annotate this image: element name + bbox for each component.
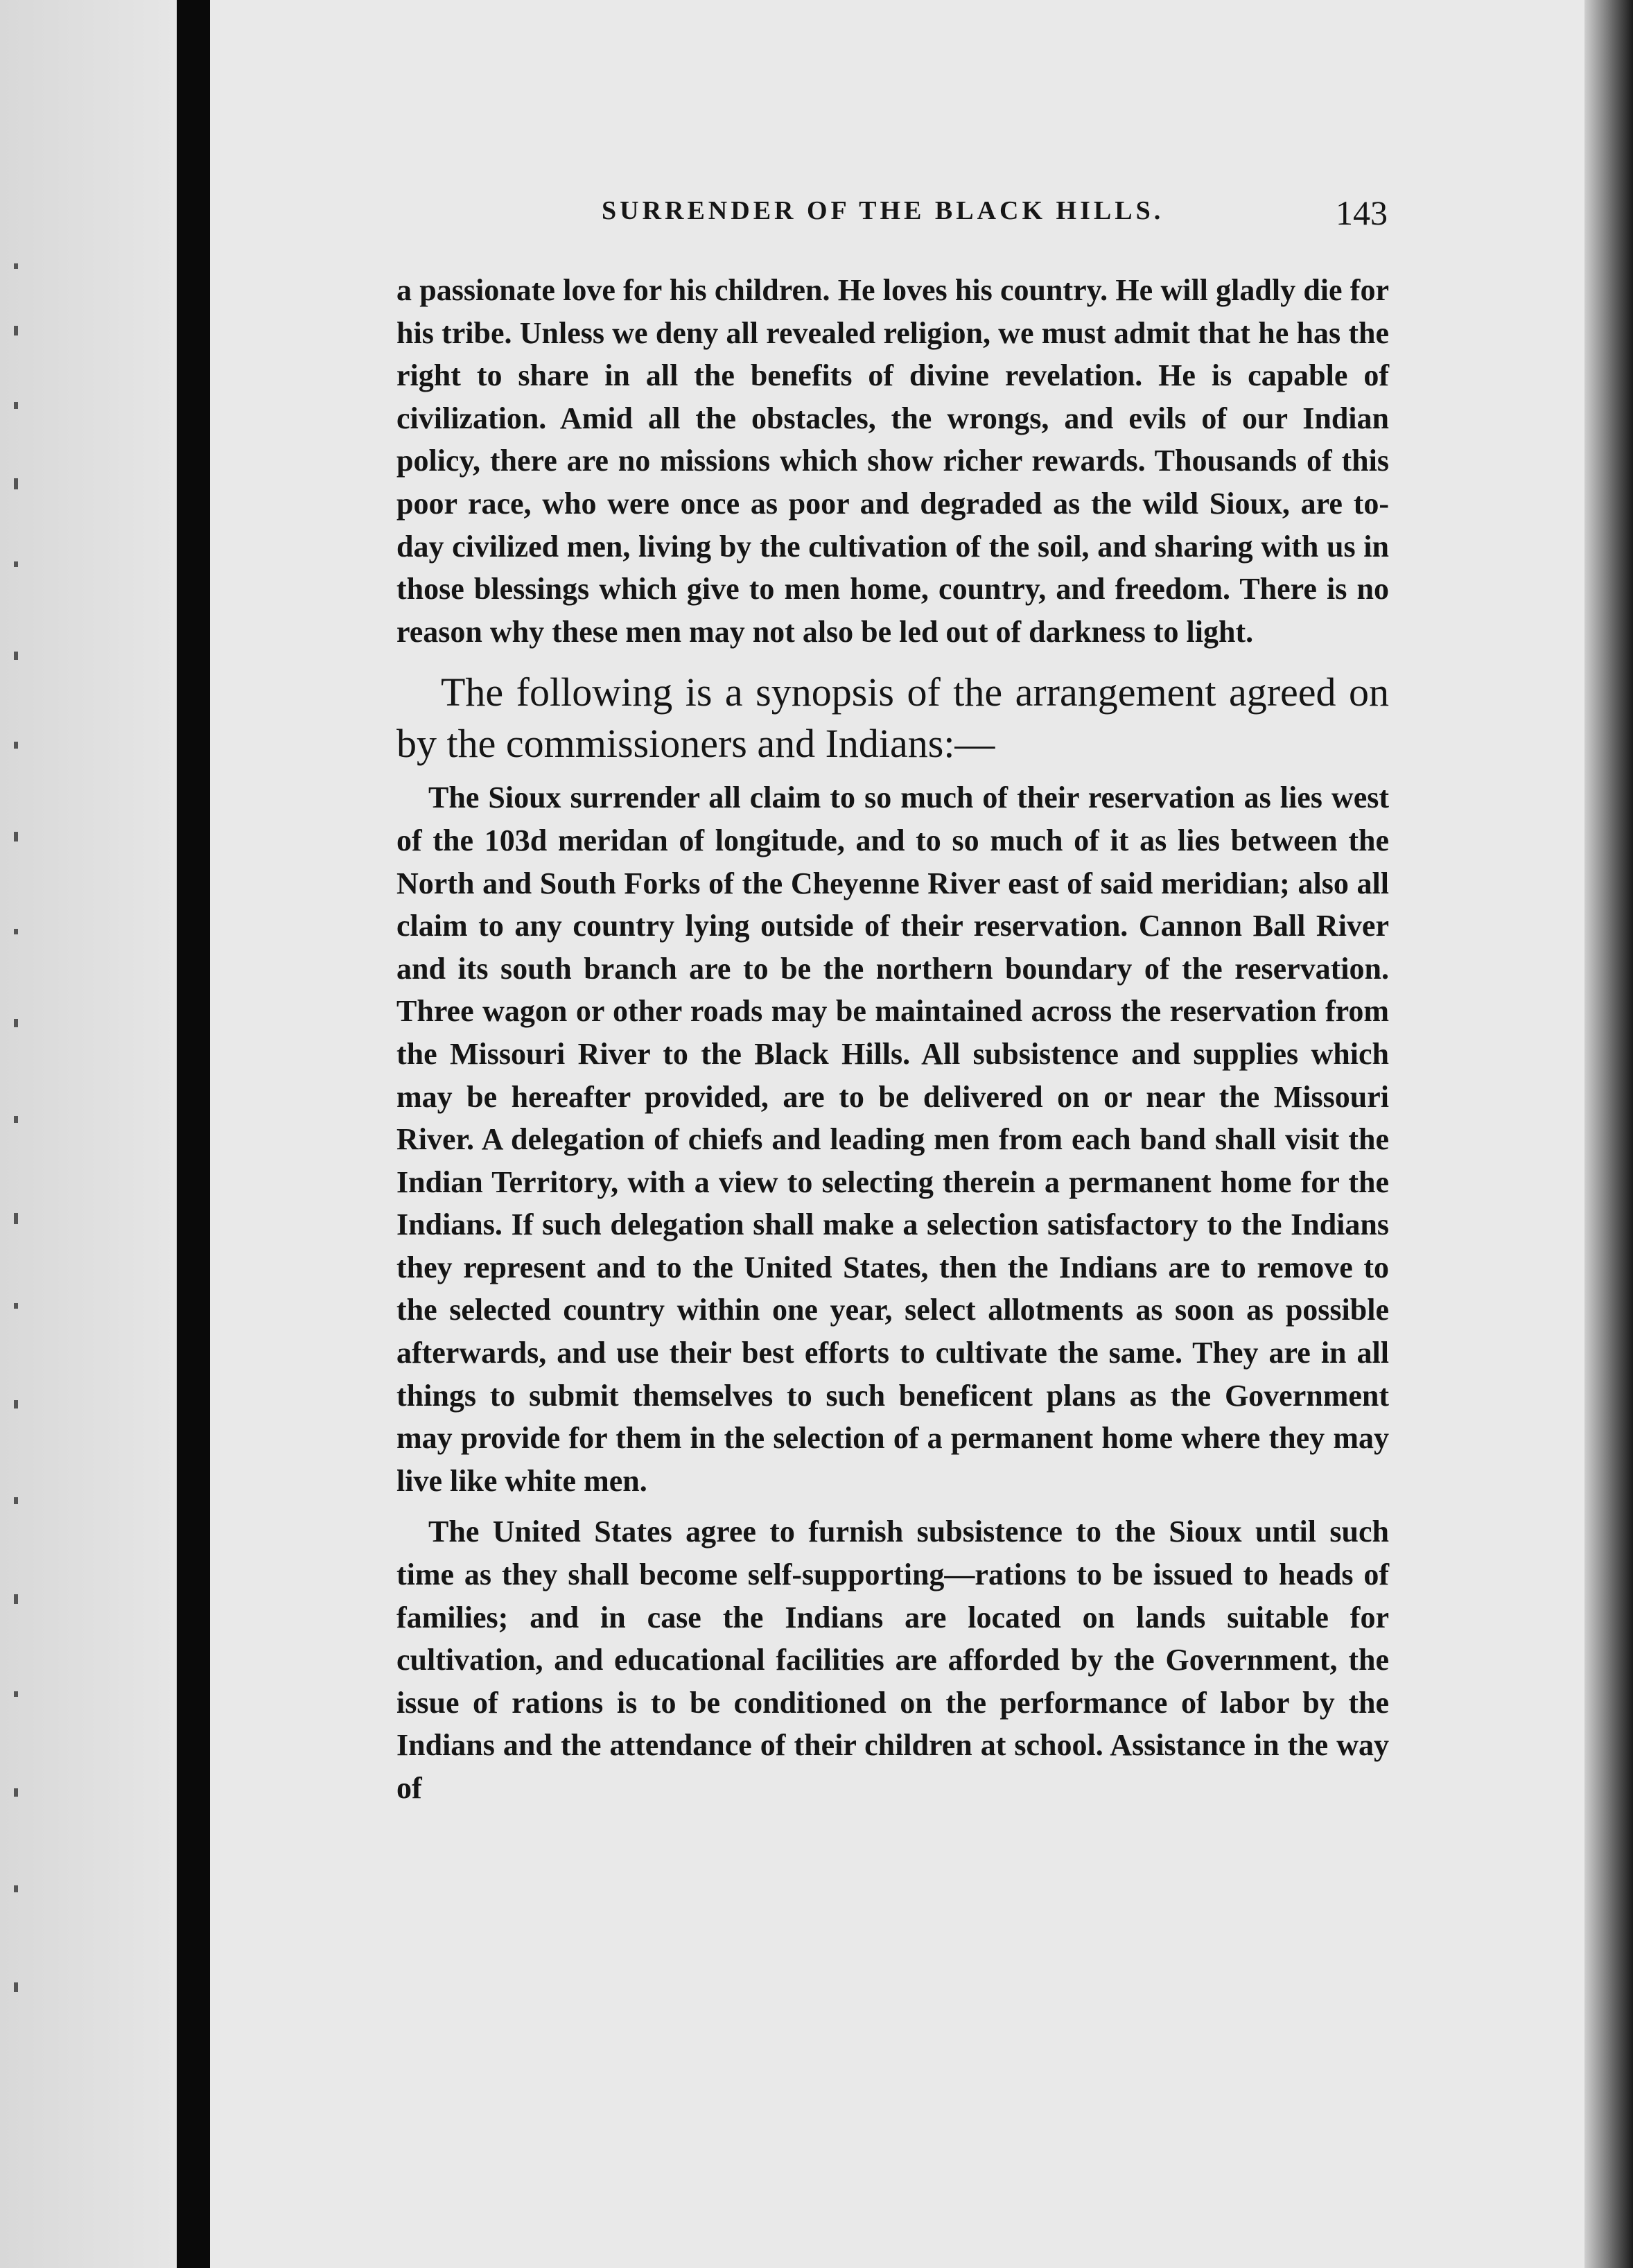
paragraph-sioux-surrender: The Sioux surrender all claim to so much of their reservation as lies west of the 103d meridan of longitude, and to so much of it as lies between the North and South Forks of the Cheyenne River east of said meridian; also all claim to any country lying outside of their reservation. Cannon Ball River and its south branch are to be the northern boundary of the reservation. Three wagon or other roads may be maintained across the reservation from the Missouri River to the Black Hills. All subsistence and supplies which may be hereafter provided, are to be delivered on or near the Missouri River. A delegation of chiefs and leading men from each band shall visit the Indian Territory, with a view to selecting therein a permanent home for the Indians. If such delegation shall make a selection satisfactory to the Indians they represent and to the United States, then the Indians are to remove to the selected country within one year, select allotments as soon as possible afterwards, and use their best efforts to cultivate the same. They are in all things to submit themselves to such beneficent plans as the Government may provide for them in the selection of a permanent home where they may live like white men. (396, 780, 1389, 1498)
section-intro-heading: The following is a synopsis of the arrangement agreed on by the commissioners and Indians:— (396, 670, 1389, 767)
scan-right-edge (1584, 0, 1633, 2268)
book-gutter (177, 0, 210, 2268)
facing-page-margin (0, 0, 177, 2268)
paragraph-united-states-agree: The United States agree to furnish subsistence to the Sioux until such time as they shall become self-supporting—rations to be issued to heads of families; and in case the Indians are located on lands suitable for cultivation, and educational facilities are afforded by the Government, the issue of rations is to be conditioned on the performance of labor by the Indians and the attendance of their children at school. Assistance in the way of (396, 1515, 1389, 1805)
page-number: 143 (1336, 193, 1388, 232)
body-text (396, 269, 1389, 1810)
paragraph-continuation: a passionate love for his children. He loves his country. He will gladly die for his tribe. Unless we deny all revealed religion, we must admit that he has the right to share in all the benefits of divine revelation. He is capable of civilization. Amid all the obstacles, the wrongs, and evils of our Indian policy, there are no missions which show richer rewards. Thousands of this poor race, who were once as poor and degraded as the wild Sioux, are to-day civilized men, living by the cultivation of the soil, and sharing with us in those blessings which give to men home, country, and freedom. There is no reason why these men may not also be led out of darkness to light. (396, 273, 1389, 649)
facing-page-edge-marks (14, 263, 28, 2066)
running-head (602, 193, 1388, 234)
running-title: SURRENDER OF THE BLACK HILLS. (602, 196, 1164, 225)
